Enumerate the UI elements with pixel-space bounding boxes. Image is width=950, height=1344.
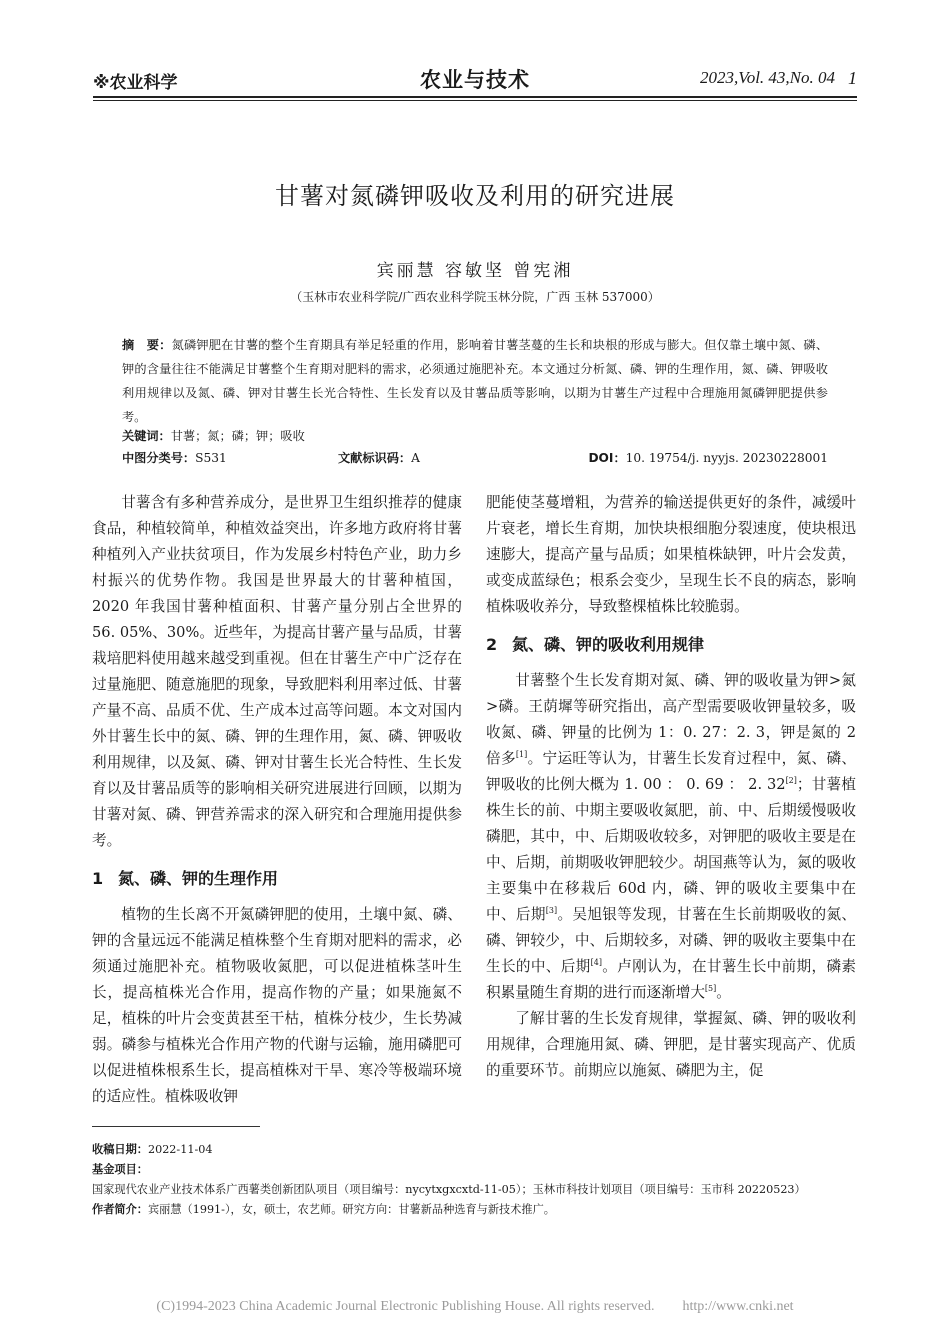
received-value: 2022-11-04 [147, 1143, 213, 1156]
section-1-heading [92, 866, 462, 892]
author-bio [92, 1200, 858, 1220]
header-rule-thick [93, 96, 857, 98]
doi-label: DOI： [588, 451, 626, 465]
doc-code-label: 文献标识码： [338, 451, 412, 465]
intro-paragraph: 甘薯含有多种营养成分，是世界卫生组织推荐的健康食品，种植较简单，种植效益突出，许多地方政府将甘薯种植列入产业扶贫项目，作为发展乡村特色产业，助力乡村振兴的优势作物。我国是世界最大的甘薯种植国，2020 年我国甘薯种植面积、甘薯产量分别占全世界的 56. 05%、30%。近些年，为提高甘薯产量与品质，甘薯栽培肥料使用越来越受到重视。但在甘薯生产中广泛存在过量施肥、随意施肥的现象，导致肥料利用率过低、甘薯产量不高、品质不优、生产成本过高等问题。本文对国内外甘薯生长中的氮、磷、钾的生理作用，氮、磷、钾吸收利用规律，以及氮、磷、钾对甘薯生长光合特性、生长发育以及甘薯品质等的影响相关研究进展进行回顾，以期为甘薯对氮、磷、钾营养需求的深入研究和合理施用提供参考。 [92, 494, 463, 849]
text-run: 。卢刚认为，在甘薯生长中前期，磷素积累量随生育期的进行而逐渐增大 [486, 958, 856, 1001]
article-authors: 宾丽慧 容敏坚 曾宪湘 [376, 261, 574, 281]
article-title: 甘薯对氮磷钾吸收及利用的研究进展 [275, 182, 675, 210]
keywords-text: 甘薯；氮；磷；钾；吸收 [170, 429, 305, 443]
body-column-left [92, 490, 462, 1110]
author-bio-value: 宾丽慧（1991-），女，硕士，农艺师。研究方向：甘薯新品种选育与新技术推广。 [147, 1203, 555, 1216]
doc-code-value: A [411, 451, 420, 465]
header-journal: 农业与技术 [420, 68, 530, 92]
header-issue: 2023,Vol. 43,No. 04 [699, 68, 835, 87]
text-run: ；甘薯植株生长的前、中期主要吸收氮肥，前、中、后期缓慢吸收磷肥，其中，中、后期吸收较多，对钾肥的吸收主要是在中、后期，前期吸收钾肥较少。胡国燕等认为，氮的吸收主要集中在移栽后 60d 内，磷、钾的吸收主要集中在中、后期 [486, 776, 856, 923]
abstract-label: 摘 要： [122, 338, 172, 352]
section-1-paragraph-continued: 肥能使茎蔓增粗，为营养的输送提供更好的条件，减缓叶片衰老，增长生育期，加快块根细胞分裂速度，使块根迅速膨大，提高产量与品质；如果植株缺钾，叶片会发黄，或变成蓝绿色；根系会变少，呈现生长不良的病态，影响植株吸收养分，导致整棵植株比较脆弱。 [486, 494, 856, 615]
section-2-title: 氮、磷、钾的吸收利用规律 [512, 635, 705, 654]
section-1-title: 氮、磷、钾的生理作用 [118, 869, 279, 888]
keywords [122, 426, 828, 446]
author-bio-label: 作者简介： [92, 1203, 148, 1216]
text-run: 。吴旭银等发现，甘薯在生长前期吸收的氮、磷、钾较少，中、后期较多，对磷、钾的吸收主要集中在生长的中、后期 [486, 906, 856, 975]
footnote-rule [92, 1126, 260, 1127]
received-label: 收稿日期： [92, 1143, 148, 1156]
body-column-right [486, 490, 856, 1084]
header-section: ※农业科学 [93, 73, 178, 93]
doi-value: 10. 19754/j. nyyjs. 20230228001 [625, 451, 828, 465]
citation-4: [4] [590, 958, 602, 968]
header-rule-thin [93, 100, 857, 101]
header-page-number: 1 [848, 68, 857, 88]
clc-value: S531 [195, 451, 227, 465]
received-date [92, 1140, 858, 1160]
section-2-heading [486, 632, 856, 658]
citation-1: [1] [515, 750, 528, 760]
section-1-number: 1 [92, 869, 104, 888]
article-affiliation: （玉林市农业科学院/广西农业科学院玉林分院，广西 玉林 537000） [290, 290, 660, 304]
running-header [93, 64, 857, 94]
citation-3: [3] [545, 906, 558, 916]
text-run: 。 [716, 984, 731, 1001]
text-run: 。宁运旺等认为，甘薯生长发育过程中，氮、磷、钾吸收的比例大概为 1. 00 ： 0. 69 ： 2. 32 [486, 750, 856, 793]
section-2-number: 2 [486, 635, 498, 654]
document-code [338, 448, 420, 468]
fund-label: 基金项目： [92, 1163, 148, 1176]
text-run: 甘薯整个生长发育期对氮、磷、钾的吸收量为钾>氮>磷。王荫墀等研究指出，高产型需要吸收钾量较多，吸收氮、磷、钾量的比例为 1：0. 27：2. 3，钾是氮的 2 倍多 [486, 672, 856, 767]
footnotes [92, 1140, 858, 1220]
section-1-paragraph: 植物的生长离不开氮磷钾肥的使用，土壤中氮、磷、钾的含量远远不能满足植株整个生育期对肥料的需求，必须通过施肥补充。植物吸收氮肥，可以促进植株茎叶生长，提高植株光合作用，提高作物的产量；如果施氮不足，植株的叶片会变黄甚至干枯，植株分枝少，生长势减弱。磷参与植株光合作用产物的代谢与运输，施用磷肥可以促进植株根系生长，提高植株对干旱、寒冷等极端环境的适应性。植株吸收钾 [92, 906, 462, 1105]
doi [588, 448, 828, 468]
fund-info [92, 1160, 858, 1200]
keywords-label: 关键词： [122, 429, 171, 443]
classification-line [122, 448, 828, 468]
fund-value: 国家现代农业产业技术体系广西薯类创新团队项目（项目编号：nycytxgxcxtd-11-05）；玉林市科技计划项目（项目编号：玉市科 20220523） [92, 1183, 806, 1196]
section-2-paragraph-2: 了解甘薯的生长发育规律，掌握氮、磷、钾的吸收利用规律，合理施用氮、磷、钾肥，是甘薯实现高产、优质的重要环节。前期应以施氮、磷肥为主，促 [486, 1010, 856, 1079]
copyright-watermark: (C)1994-2023 China Academic Journal Electronic Publishing House. All rights reserved. http://www.cnki.net [156, 1299, 794, 1314]
section-2-paragraph-1 [486, 668, 856, 1006]
clc-number [122, 448, 227, 468]
citation-5: [5] [704, 984, 717, 994]
citation-2: [2] [785, 776, 797, 786]
clc-label: 中图分类号： [122, 451, 196, 465]
abstract [122, 333, 828, 429]
abstract-text: 氮磷钾肥在甘薯的整个生育期具有举足轻重的作用，影响着甘薯茎蔓的生长和块根的形成与膨大。但仅靠土壤中氮、磷、钾的含量往往不能满足甘薯整个生育期对肥料的需求，必须通过施肥补充。本文通过分析氮、磷、钾的生理作用，氮、磷、钾吸收利用规律以及氮、磷、钾对甘薯生长光合特性、生长发育以及甘薯品质等影响，以期为甘薯生产过程中合理施用氮磷钾肥提供参考。 [122, 338, 829, 424]
